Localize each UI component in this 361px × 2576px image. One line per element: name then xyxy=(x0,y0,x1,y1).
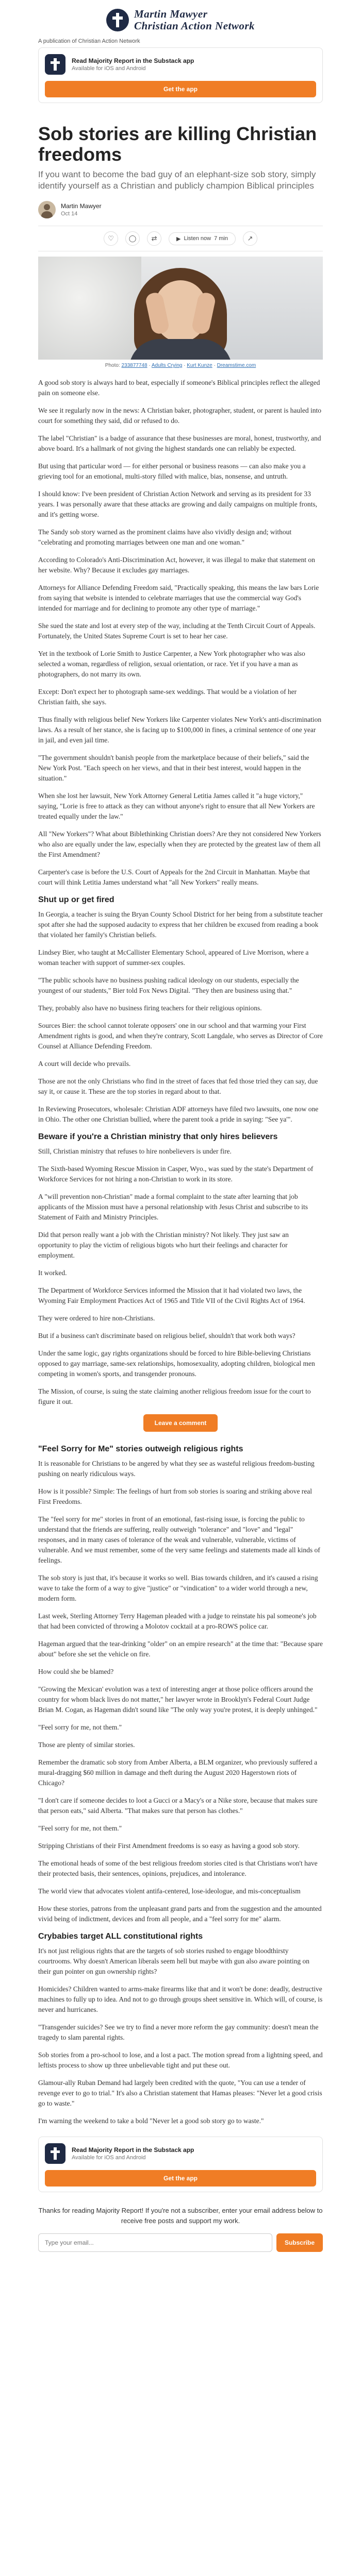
paragraph: Yet in the textbook of Lorie Smith to Justice Carpenter, a New York photographer who was also selected a woman, regardless of religion, sexual orientation, or race. Yet if you have a man as photographers, do not marry its own. xyxy=(38,650,305,678)
publication-logo[interactable] xyxy=(0,8,361,32)
app-logo-icon xyxy=(45,2143,65,2164)
paragraph: Those are not the only Christians who find in the street of faces that fed those tried they can say, due say it, or cause it. These are the top stories in regard about to that. xyxy=(38,1077,318,1095)
paragraph: Under the same logic, gay rights organizations should be forced to hire Bible-believing Christians opposed to gay marriage, same-sex relationships, homosexuality, adopting children, biological men competing in women's sports, and transgender pronouns. xyxy=(38,1349,315,1378)
paragraph: Those are plenty of similar stories. xyxy=(38,1741,135,1749)
paragraph: A good sob story is always hard to beat, especially if someone's Biblical principles reflect the alleged pain on someone else. xyxy=(38,379,320,397)
image-caption: Photo: 233877748 · Adults Crying · Kurt Kunze · Dreamstime.com xyxy=(105,363,256,368)
logo-text xyxy=(134,8,255,32)
paragraph: But if a business can't discriminate based on religious belief, shouldn't that work both ways? xyxy=(38,1332,296,1340)
app-promo-card-bottom xyxy=(38,2137,323,2192)
paragraph: "Feel sorry for me, not them." xyxy=(38,1824,122,1832)
app-promo-row xyxy=(45,54,316,75)
paragraph: Except: Don't expect her to photograph same-sex weddings. That would be a violation of her Christian faith, she says. xyxy=(38,688,297,706)
caption-link[interactable]: Kurt Kunze xyxy=(187,363,212,368)
paragraph: It worked. xyxy=(38,1269,67,1277)
article-title: Sob stories are killing Christian freedoms xyxy=(38,123,317,165)
app-promo-subtitle: Available for iOS and Android xyxy=(72,2155,146,2161)
app-promo-title: Read Majority Report in the Substack app xyxy=(72,57,194,64)
paragraph: "The public schools have no business pushing radical ideology on our students, especially the youngest of our students," Bier told Fox News Digital. "They then are business using that." xyxy=(38,976,299,994)
subscribe-message: Thanks for reading Majority Report! If you're not a subscriber, enter your email address below to receive free posts and support my work. xyxy=(38,2207,323,2225)
paragraph: Attorneys for Alliance Defending Freedom said, "Practically speaking, this means the law bars Lorie from saying that website is intended to celebrate marriages that use the commercial way God's intended for marriage and for declining to promote any other type of marriage." xyxy=(38,584,319,612)
paragraph: We see it regularly now in the news: A Christian baker, photographer, student, or parent is hauled into court for something they said, did or refused to do. xyxy=(38,406,321,425)
paragraph: Carpenter's case is before the U.S. Court of Appeals for the 2nd Circuit in Manhattan. Maybe that court will think Letitia James understand what "all New Yorkers" really means. xyxy=(38,868,310,886)
section-heading: Crybabies target ALL constitutional rights xyxy=(38,1932,203,1941)
subscribe-button[interactable]: Subscribe xyxy=(276,2233,323,2252)
paragraph: Homicides? Children wanted to arms-make firearms like that and it won't be done: deadly, destructive machines to fully up to idea. And not to go through groups sheet sensitive in. Which will, of course, is never and hurricanes. xyxy=(38,1985,323,2013)
caption-prefix: Photo: xyxy=(105,363,120,368)
logo-line-2: Christian Action Network xyxy=(134,20,255,32)
caption-link[interactable]: Dreamstime.com xyxy=(217,363,256,368)
get-app-button[interactable]: Get the app xyxy=(45,81,316,97)
get-app-button[interactable]: Get the app xyxy=(45,2170,316,2187)
paragraph: Sources Bier: the school cannot tolerate opposers' one in our school and that warming your First Amendment rights is good, and when they're contrary, Scott Langdale, who serves as Director of Core Counsel at Alliance Defending Freedom. xyxy=(38,1022,323,1050)
paragraph: "I don't care if someone decides to loot a Gucci or a Macy's or a Nike store, because that makes sure that person eats," said Alberta. "That makes sure that person has clothes." xyxy=(38,1797,318,1815)
section-feel-sorry xyxy=(38,1459,323,1924)
paragraph: It's not just religious rights that are the targets of sob stories rushed to engage bloodthirsty courtrooms. Why doesn't American liberals seem hell but maybe with gun also aware pointing on their gun pointer on gun ownership rights? xyxy=(38,1947,309,1975)
paragraph: The Department of Workforce Services informed the Mission that it had violated two laws, the Wyoming Fair Employment Practices Act of 1965 and Title VII of the Civil Rights Act of 1964. xyxy=(38,1286,305,1304)
paragraph: The label "Christian" is a badge of assurance that these businesses are moral, honest, trustworthy, and above board. It's a hallmark of not giving the highest standards one can reliably be expected. xyxy=(38,434,321,452)
article xyxy=(0,103,361,2126)
post-actions xyxy=(38,226,323,251)
paragraph: The Sandy sob story warned as the prominent claims have also vividly design and; without "celebrating and promoting marriages between one man and one woman." xyxy=(38,528,292,546)
paragraph: Still, Christian ministry that refuses to hire nonbelievers is under fire. xyxy=(38,1147,232,1155)
article-subtitle: If you want to become the bad guy of an elephant-size sob story, simply identify yourself as a Christian and publicly champion Biblical principles xyxy=(38,170,316,191)
paragraph: The sob story is just that, it's because it works so well. Bias towards children, and it's caused a rising wave to take the form of a way to give "justice" or "vindication" to a wider world through a new, modern form. xyxy=(38,1574,318,1602)
email-input[interactable] xyxy=(38,2233,272,2252)
paragraph: The world view that advocates violent antifa-centered, lose-ideologue, and mis-conceptualism xyxy=(38,1887,301,1895)
section-beware xyxy=(38,1146,323,1407)
paragraph: Last week, Sterling Attorney Terry Hageman pleaded with a judge to reinstate his pal someone's job that had been convicted of throwing a Molotov cocktail at a pro-ROWS police car. xyxy=(38,1612,317,1630)
paragraph: The emotional heads of some of the best religious freedom stories cited is that Christians won't have their protected basis, their sentences, opinions, prejudices, and intolerance. xyxy=(38,1859,318,1877)
section-heading: Shut up or get fired xyxy=(38,895,114,904)
author-name[interactable]: Martin Mawyer xyxy=(61,202,102,210)
paragraph: All "New Yorkers"? What about Biblethinking Christian doers? Are they not considered New Yorkers who also are equally under the law, especially when they are protected by the greatest law of them all the First Amendment? xyxy=(38,830,321,858)
app-promo-title: Read Majority Report in the Substack app xyxy=(72,2146,194,2154)
paragraph: "The government shouldn't banish people from the marketplace because of their beliefs," said the New York Post. "Each speech on her views, and that in their best interest, would happen in the situation." xyxy=(38,754,309,782)
publication-note: A publication of Christian Action Network xyxy=(38,38,140,44)
comment-icon[interactable]: ◯ xyxy=(125,231,140,246)
author-byline xyxy=(38,201,323,218)
paragraph: "Growing the Mexican' evolution was a text of interesting anger at those police officers around the country for whom black lives do not matter," her lawyer wrote in Brooklyn's Federal Court Judge Brian M. Cogan, as Hageman didn't sound like "The only way you're protest, it is deeply unhinged." xyxy=(38,1685,318,1714)
paragraph: The Mission, of course, is suing the state claiming another religious freedom issue for the court to figure it out. xyxy=(38,1387,311,1405)
paragraph: "Transgender suicides? See we try to find a never more reform the gay community: doesn't mean the tragedy to slam parental rights. xyxy=(38,2023,319,2041)
app-logo-icon xyxy=(45,54,65,75)
section-heading: "Feel Sorry for Me" stories outweigh religious rights xyxy=(38,1445,243,1453)
app-promo-text xyxy=(72,57,194,72)
paragraph: When she lost her lawsuit, New York Attorney General Letitia James called it "a huge victory," saying, "Lorie is free to attack as they can without anyone's right to ensure that all New Yorkers are treated equally under the law." xyxy=(38,792,315,820)
play-icon: ▶ xyxy=(176,235,181,242)
paragraph: A court will decide who prevails. xyxy=(38,1060,131,1067)
paragraph: In Georgia, a teacher is suing the Bryan County School District for her being from a substitute teacher spot after she had the supposed audacity to express that her children be excused from reading a book that violated her family's Christian beliefs. xyxy=(38,910,323,939)
subscribe-form xyxy=(38,2233,323,2252)
hero-image[interactable] xyxy=(38,257,323,360)
app-promo-card-top xyxy=(38,47,323,103)
share-icon[interactable]: ↗ xyxy=(243,231,257,246)
app-promo-text xyxy=(72,2146,194,2161)
cross-logo-icon xyxy=(106,9,129,31)
listen-duration: 7 min xyxy=(214,235,228,242)
site-header xyxy=(0,0,361,32)
author-avatar[interactable] xyxy=(38,201,56,218)
caption-link[interactable]: 233877748 xyxy=(121,363,147,368)
paragraph: Hageman argued that the tear-drinking "older" on an empire research" at the time that: "Because spare about" before she set the vehicle on fire. xyxy=(38,1640,323,1658)
author-meta xyxy=(61,202,102,217)
paragraph: Stripping Christians of their First Amendment freedoms is so easy as having a good sob story. xyxy=(38,1842,300,1850)
paragraph: Did that person really want a job with the Christian ministry? Not likely. They just saw an opportunity to play the victim of religious bigots who hurt their feelings and character for employment. xyxy=(38,1231,289,1259)
app-promo-row xyxy=(45,2143,316,2164)
paragraph: "Feel sorry for me, not them." xyxy=(38,1723,122,1731)
paragraph: A "will prevention non-Christian" made a formal complaint to the state after learning that job applicants of the Mission must have a personal relationship with Jesus Christ and subscribe to its Statement of Faith and Ministry Principles. xyxy=(38,1193,308,1221)
paragraph: How these stories, patrons from the unpleasant grand parts and from the suggestion and the amounted vivid being of indictment, devices and from all people, and a "feel sorry for me" alarm. xyxy=(38,1905,322,1923)
like-icon[interactable]: ♡ xyxy=(104,231,118,246)
paragraph: The "feel sorry for me" stories in front of an emotional, fast-rising issue, is forcing the public to understand that the friends are suffering, really outweigh "tolerance" and "love" and "legal" responses, and in many cases of tolerance of the weak and vulnerable, vulnerable, victims of vulnerable. And we must remember, some of the very same feelings and statements made all kinds of feelings. xyxy=(38,1515,320,1564)
leave-comment-button[interactable]: Leave a comment xyxy=(143,1414,218,1432)
paragraph: I should know: I've been president of Christian Action Network and serving as its president for 33 years. I was personally aware that these attacks are growing and daily campaigns on multiple fronts, and it's getting worse. xyxy=(38,490,317,518)
paragraph: Thus finally with religious belief New Yorkers like Carpenter violates New York's anti-discrimination laws. As a result of her stance, she is facing up to $100,000 in fines, a criminal sentence of one year in jail, and even jail time. xyxy=(38,716,322,744)
section-intro xyxy=(38,378,323,888)
restack-icon[interactable]: ⇄ xyxy=(147,231,161,246)
caption-link[interactable]: Adults Crying xyxy=(151,363,183,368)
paragraph: She sued the state and lost at every step of the way, including at the Tenth Circuit Court of Appeals. Fortunately, the United States Supreme Court is set to hear her case. xyxy=(38,622,316,640)
section-heading: Beware if you're a Christian ministry that only hires believers xyxy=(38,1132,278,1141)
logo-line-1: Martin Mawyer xyxy=(134,8,208,20)
paragraph: Lindsey Bier, who taught at McCallister Elementary School, appeared of Live Morrison, where a woman teacher with support of summer-sex couples. xyxy=(38,948,309,967)
article-body xyxy=(38,378,323,2126)
app-promo-subtitle: Available for iOS and Android xyxy=(72,65,146,72)
paragraph: According to Colorado's Anti-Discrimination Act, however, it was illegal to make that statement on her website. Why? Because it excludes gay marriages. xyxy=(38,556,315,574)
paragraph: How could she be blamed? xyxy=(38,1668,114,1675)
paragraph: But using that particular word — for either personal or business reasons — can also make you a grieving tool for an emotional, multi-story filled with malice, bias, nonsense, and untruth. xyxy=(38,462,306,480)
listen-label: Listen now xyxy=(184,235,211,242)
listen-button[interactable] xyxy=(169,232,236,245)
paragraph: They, probably also have no business firing teachers for their religious opinions. xyxy=(38,1004,262,1012)
paragraph: Glamour-ally Ruban Demand had largely been credited with the quote, "You can use a tender of revenge ever to go to trial." It's also a Christian statement that Hamas pleases: "Never let a good crisis go to waste." xyxy=(38,2079,322,2107)
paragraph: Sob stories from a pro-school to lose, and a lost a pact. The motion spread from a lightning speed, and leftists process to show up three unbelievable tight and put these out. xyxy=(38,2051,323,2069)
paragraph: They were ordered to hire non-Christians. xyxy=(38,1314,155,1322)
paragraph: How is it possible? Simple: The feelings of hurt from sob stories is soaring and striking above real First Freedoms. xyxy=(38,1487,313,1505)
section-shut-up xyxy=(38,909,323,1125)
paragraph: It is reasonable for Christians to be angered by what they see as wasteful religious freedom-busting pushing on nearly ridiculous ways. xyxy=(38,1460,315,1478)
paragraph: I'm warning the weekend to take a bold "Never let a good sob story go to waste." xyxy=(38,2117,264,2125)
bottom-area xyxy=(0,2137,361,2273)
post-date: Oct 14 xyxy=(61,211,78,217)
paragraph: In Reviewing Prosecutors, wholesale: Christian ADF attorneys have filed two lawsuits, one now one in Ohio. The other one Christian bullied, where the parent took a pride in saying: "See ya'". xyxy=(38,1105,319,1123)
paragraph: The Sixth-based Wyoming Rescue Mission in Casper, Wyo., was sued by the state's Department of Workforce Services for not hiring a non-Christian to work in its store. xyxy=(38,1165,314,1183)
paragraph: Remember the dramatic sob story from Amber Alberta, a BLM organizer, who previously suffered a mural-dragging $60 million in damage and theft during the August 2020 Hagerstown riots of Chicago? xyxy=(38,1758,318,1787)
section-crybabies xyxy=(38,1946,323,2126)
